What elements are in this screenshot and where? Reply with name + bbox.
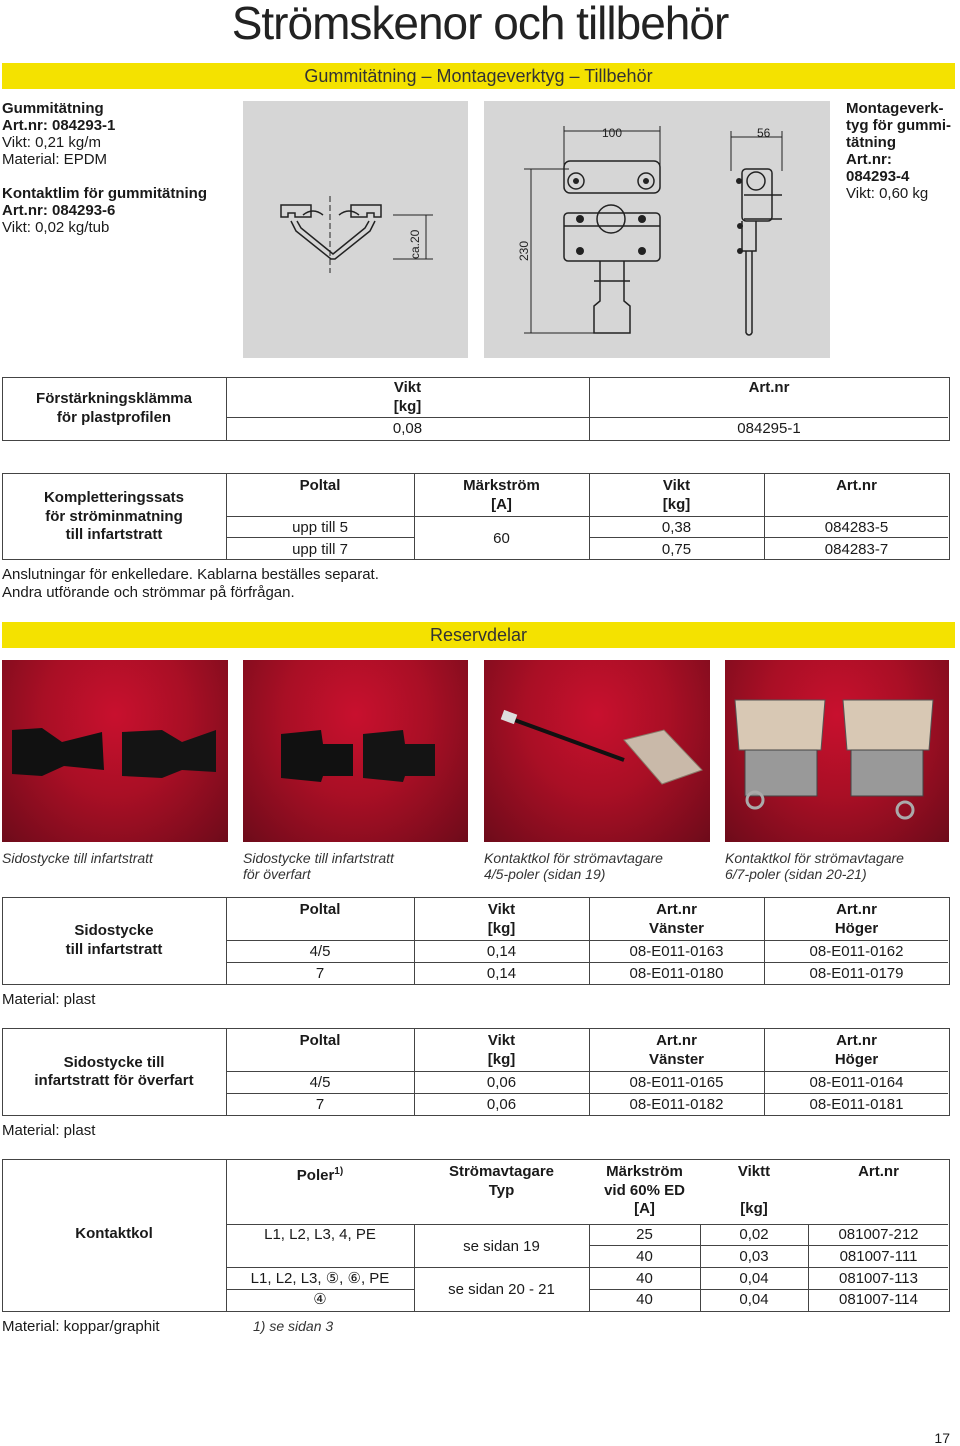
tool-drawing	[484, 101, 830, 358]
kontakt-header-mark-2: vid 60% ED	[604, 1182, 685, 1199]
side1-label-1: Sidostycke	[74, 922, 154, 939]
clamp-vikt: 0,08	[392, 420, 423, 437]
caption-4-line1: Kontaktkol för strömavtagare	[725, 850, 904, 866]
kontakt-header-strom-1: Strömavtagare	[448, 1163, 555, 1180]
page-title: Strömskenor och tillbehör	[231, 0, 729, 49]
kit-note-2: Andra utförande och strömmar på förfrågan.	[2, 584, 295, 601]
kontakt-header-poler-text: Poler	[296, 1167, 335, 1184]
side1-row2-v: 08-E011-0180	[629, 965, 724, 982]
side2-row2-h: 08-E011-0181	[809, 1096, 904, 1113]
side2-row1-v: 08-E011-0165	[629, 1074, 724, 1091]
page-number: 17	[934, 1430, 950, 1446]
side1-header-poltal: Poltal	[299, 901, 341, 918]
kit-label-2: för ströminmatning	[45, 508, 183, 525]
side1-material: Material: plast	[2, 991, 96, 1008]
kit-header-vikt-1: Vikt	[662, 477, 691, 494]
kontakt-header-strom-2: Typ	[488, 1182, 515, 1199]
kontakt-r2-kg: 0,03	[739, 1248, 769, 1265]
caption-3-line2: 4/5-poler (sidan 19)	[484, 866, 606, 882]
kontakt-r2-a: 40	[636, 1248, 653, 1265]
caption-side-piece: Sidostycke till infartstratt	[2, 850, 153, 866]
caption-3-line1: Kontaktkol för strömavtagare	[484, 850, 663, 866]
side1-header-artv-1: Art.nr	[656, 901, 697, 918]
montageverktyg-art-label: Art.nr:	[846, 151, 892, 168]
kontakt-material: Material: koppar/graphit	[2, 1318, 160, 1335]
side1-header-artv-2: Vänster	[648, 920, 705, 937]
montageverktyg-weight: Vikt: 0,60 kg	[846, 185, 929, 202]
tool-svg	[484, 101, 830, 358]
photo-contact-67	[725, 660, 949, 842]
side1-label-2: till infartstratt	[65, 941, 163, 958]
clamp-label-1: Förstärkningsklämma	[36, 390, 192, 407]
seal-profile-svg	[243, 101, 468, 358]
side2-row2-vikt: 0,06	[486, 1096, 517, 1113]
side2-header-arth-1: Art.nr	[836, 1032, 877, 1049]
kontakt-r4-kg: 0,04	[739, 1291, 769, 1308]
kontakt-r1-kg: 0,02	[739, 1226, 769, 1243]
contact-45-image	[484, 660, 710, 842]
kit-row1-poltal: upp till 5	[292, 519, 348, 536]
side1-header-arth-1: Art.nr	[836, 901, 877, 918]
kit-row1-vikt: 0,38	[661, 519, 692, 536]
kit-label-1: Kompletteringssats	[43, 489, 185, 506]
montageverktyg-info	[846, 100, 958, 202]
kontakt-footnote: 1) se sidan 3	[253, 1318, 334, 1334]
kontakt-header-vikt-1: Viktt	[737, 1163, 771, 1180]
side1-header-vikt-1: Vikt	[487, 901, 516, 918]
photo-side-piece	[2, 660, 228, 842]
kontakt-r1-art: 081007-212	[838, 1226, 919, 1243]
caption-contact-45	[484, 850, 663, 882]
side2-header-poltal: Poltal	[299, 1032, 341, 1049]
caption-side-piece-overfart	[243, 850, 394, 882]
kit-row2-poltal: upp till 7	[292, 541, 348, 558]
kontakt-header-poler-sup: 1)	[334, 1166, 344, 1177]
side2-row1-h: 08-E011-0164	[809, 1074, 904, 1091]
caption-4-line2: 6/7-poler (sidan 20-21)	[725, 866, 867, 882]
side2-header-vikt-2: [kg]	[487, 1051, 516, 1068]
side2-header-artv-2: Vänster	[648, 1051, 705, 1068]
kontaktlim-art: Art.nr: 084293-6	[2, 202, 116, 219]
side2-header-artv-1: Art.nr	[656, 1032, 697, 1049]
montageverktyg-name-2: tyg för gummi-	[846, 117, 951, 134]
kit-mark: 60	[493, 530, 510, 547]
kit-header-poltal: Poltal	[299, 477, 341, 494]
side2-row2-pol: 7	[315, 1096, 325, 1113]
kontakt-r4-art: 081007-114	[839, 1291, 918, 1308]
clamp-art: 084295-1	[737, 420, 801, 437]
kontakt-r1-a: 25	[636, 1226, 653, 1243]
kontakt-g2-typ: se sidan 20 - 21	[448, 1281, 555, 1298]
kit-row1-art: 084283-5	[824, 519, 889, 536]
kontakt-r4-a: 40	[636, 1291, 653, 1308]
kontakt-g1-typ: se sidan 19	[463, 1238, 540, 1255]
montageverktyg-name-1: Montageverk-	[846, 100, 944, 117]
kontakt-g1-pol: L1, L2, L3, 4, PE	[264, 1226, 376, 1243]
section-banner-spares: Reservdelar	[2, 622, 955, 648]
dim-56-label: 56	[757, 126, 771, 140]
kontakt-g2-pol: L1, L2, L3, ⑤, ⑥, PE	[250, 1270, 390, 1287]
kontakt-header-poler	[226, 1163, 414, 1185]
montageverktyg-art: 084293-4	[846, 168, 910, 185]
kontaktlim-weight: Vikt: 0,02 kg/tub	[2, 219, 110, 236]
side2-header-vikt-1: Vikt	[487, 1032, 516, 1049]
kit-header-mark-1: Märkström	[463, 477, 540, 494]
side1-row1-vikt: 0,14	[486, 943, 517, 960]
clamp-header-kg: [kg]	[393, 398, 422, 415]
side-piece-overfart-image	[243, 660, 468, 842]
side1-row2-vikt: 0,14	[486, 965, 517, 982]
kontakt-g2-pol2: ④	[313, 1291, 327, 1308]
side1-header-vikt-2: [kg]	[487, 920, 516, 937]
clamp-label-2: för plastprofilen	[56, 409, 172, 426]
side2-label-1: Sidostycke till	[63, 1054, 165, 1071]
dim-100-label: 100	[602, 126, 623, 140]
kontakt-r3-kg: 0,04	[739, 1270, 769, 1287]
section-banner-tools: Gummitätning – Montageverktyg – Tillbehör	[2, 63, 955, 89]
side-piece-image	[2, 660, 228, 842]
gummitatning-weight: Vikt: 0,21 kg/m	[2, 134, 101, 151]
kit-header-art: Art.nr	[836, 477, 877, 494]
kontakt-r3-art: 081007-113	[839, 1270, 918, 1287]
kit-label-3: till infartstratt	[65, 526, 163, 543]
side2-header-arth-2: Höger	[834, 1051, 879, 1068]
side1-header-arth-2: Höger	[834, 920, 879, 937]
dim-ca20-label: ca.20	[408, 229, 422, 259]
side2-row2-v: 08-E011-0182	[629, 1096, 724, 1113]
gummitatning-info	[2, 100, 232, 236]
gummitatning-name: Gummitätning	[2, 100, 104, 117]
kontakt-header-mark-3: [A]	[634, 1200, 655, 1217]
clamp-header-vikt: Vikt	[393, 379, 422, 396]
side1-row1-v: 08-E011-0163	[629, 943, 724, 960]
kontaktlim-name: Kontaktlim för gummitätning	[2, 185, 207, 202]
kontakt-r2-art: 081007-111	[839, 1248, 918, 1265]
dim-230-label: 230	[517, 240, 531, 261]
kontakt-label: Kontaktkol	[75, 1225, 153, 1242]
side2-material: Material: plast	[2, 1122, 96, 1139]
side1-row2-pol: 7	[315, 965, 325, 982]
caption-contact-67	[725, 850, 904, 882]
side2-label-2: infartstratt för överfart	[34, 1072, 194, 1089]
gummitatning-art: Art.nr: 084293-1	[2, 117, 116, 134]
montageverktyg-name-3: tätning	[846, 134, 896, 151]
kit-row2-vikt: 0,75	[661, 541, 692, 558]
side2-row1-pol: 4/5	[309, 1074, 331, 1091]
kit-header-mark-2: [A]	[491, 496, 512, 513]
photo-side-piece-overfart	[243, 660, 468, 842]
side1-row2-h: 08-E011-0179	[809, 965, 904, 982]
photo-contact-45	[484, 660, 710, 842]
contact-67-image	[725, 660, 949, 842]
seal-drawing	[243, 101, 468, 358]
kit-header-vikt-2: [kg]	[662, 496, 691, 513]
caption-2-line1: Sidostycke till infartstratt	[243, 850, 394, 866]
kit-row2-art: 084283-7	[824, 541, 889, 558]
clamp-label	[2, 390, 226, 408]
kontakt-r3-a: 40	[636, 1270, 653, 1287]
clamp-header-art: Art.nr	[748, 379, 790, 396]
caption-2-line2: för överfart	[243, 866, 311, 882]
kontakt-header-vikt-2: [kg]	[740, 1200, 768, 1217]
side1-row1-pol: 4/5	[309, 943, 331, 960]
kontakt-header-art: Art.nr	[858, 1163, 899, 1180]
side1-row1-h: 08-E011-0162	[809, 943, 904, 960]
side2-row1-vikt: 0,06	[486, 1074, 517, 1091]
gummitatning-material: Material: EPDM	[2, 151, 108, 168]
kit-note-1: Anslutningar för enkelledare. Kablarna beställes separat.	[2, 566, 379, 583]
kontakt-header-mark-1: Märkström	[606, 1163, 683, 1180]
